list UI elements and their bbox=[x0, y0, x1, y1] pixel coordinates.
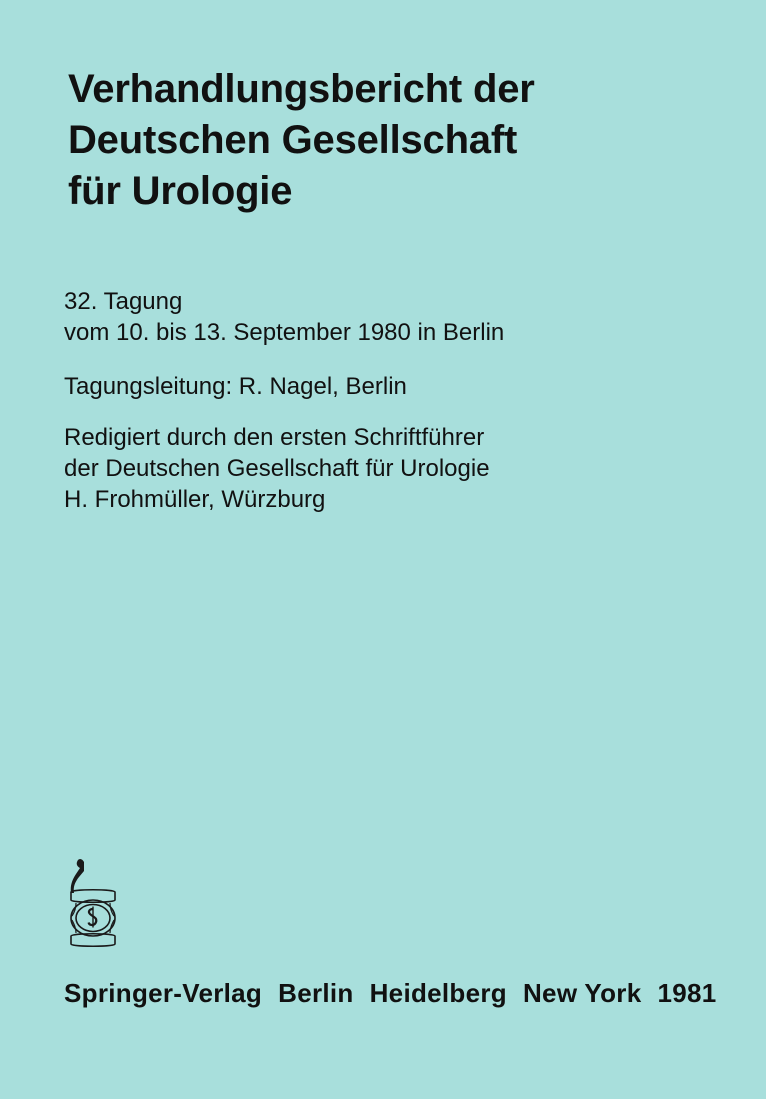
editor-line-2: der Deutschen Gesellschaft für Urologie bbox=[64, 455, 490, 482]
springer-knight-logo-icon bbox=[62, 856, 124, 950]
publisher-name: Springer-Verlag bbox=[64, 978, 263, 1008]
publisher-city-heidelberg: Heidelberg bbox=[369, 978, 507, 1008]
title-line-3: für Urologie bbox=[68, 169, 293, 213]
publisher-year: 1981 bbox=[657, 978, 717, 1008]
title-line-2: Deutschen Gesellschaft bbox=[68, 118, 518, 162]
publisher-city-berlin: Berlin bbox=[278, 978, 354, 1008]
page-title bbox=[68, 64, 708, 217]
publisher-line bbox=[64, 978, 724, 1009]
title-line-1: Verhandlungsbericht der bbox=[68, 67, 535, 111]
meeting-chair: Tagungsleitung: R. Nagel, Berlin bbox=[64, 373, 407, 400]
cover-details bbox=[64, 286, 724, 515]
meeting-number: 32. Tagung bbox=[64, 288, 183, 315]
meeting-dates: vom 10. bis 13. September 1980 in Berlin bbox=[64, 319, 505, 346]
publisher-city-newyork: New York bbox=[522, 978, 642, 1008]
editor-line-1: Redigiert durch den ersten Schriftführer bbox=[64, 424, 485, 451]
editor-line-3: H. Frohmüller, Würzburg bbox=[64, 486, 326, 513]
